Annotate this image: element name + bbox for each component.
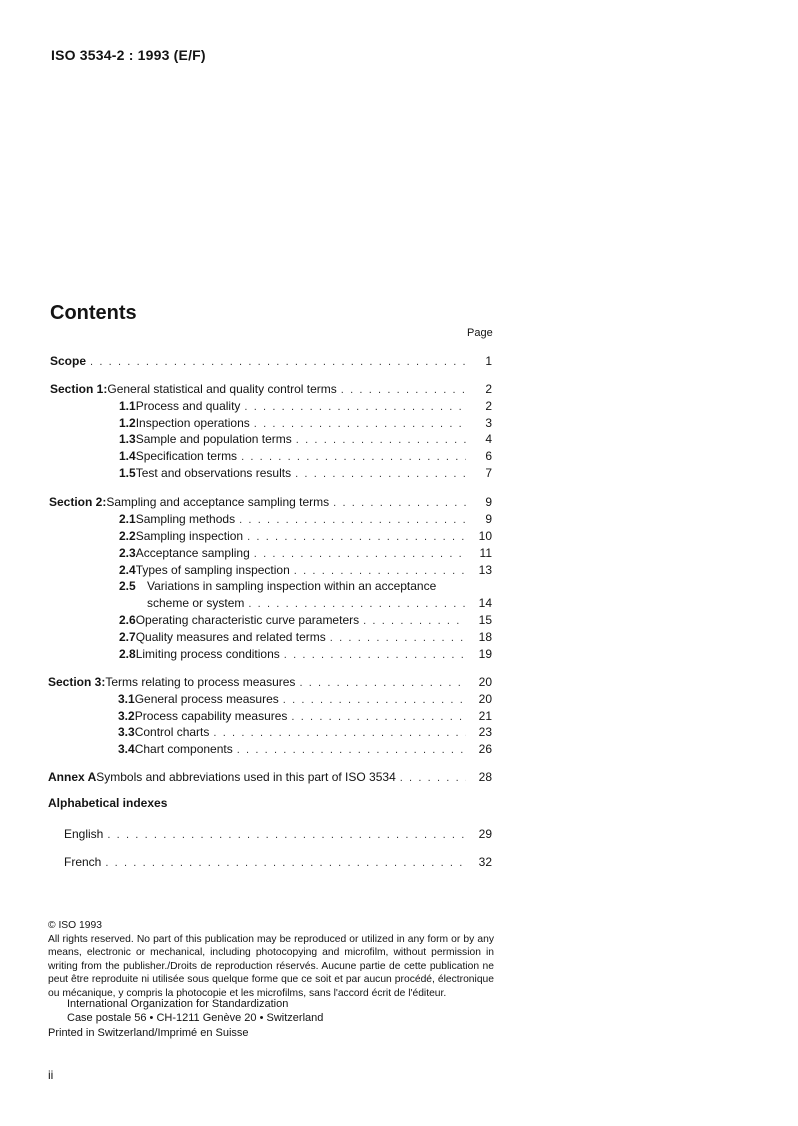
entry-number: 2.2 <box>119 529 136 543</box>
alphabetical-indexes-heading: Alphabetical indexes <box>48 796 168 810</box>
leader-dots <box>291 709 466 725</box>
entry-number: 3.1 <box>118 692 135 706</box>
toc-index-french[interactable] <box>64 854 492 870</box>
document-header: ISO 3534-2 : 1993 (E/F) <box>51 47 206 63</box>
toc-page-number: 32 <box>478 855 492 869</box>
leader-dots <box>283 692 466 708</box>
leader-dots <box>295 466 466 482</box>
entry-title: Sampling inspection <box>135 529 244 543</box>
toc-page-number: 23 <box>478 725 492 739</box>
leader-dots <box>363 613 466 629</box>
leader-dots <box>330 630 466 646</box>
toc-entry-1-2[interactable] <box>119 415 492 431</box>
toc-page-number: 1 <box>485 354 492 368</box>
org-name: International Organization for Standardization <box>67 998 289 1010</box>
section-title: General statistical and quality control terms <box>107 382 337 396</box>
entry-title: Sample and population terms <box>135 432 292 446</box>
toc-page-number: 3 <box>485 416 492 430</box>
toc-entry-2-3[interactable] <box>119 545 492 561</box>
toc-entry-1-5[interactable] <box>119 465 492 481</box>
entry-title: Acceptance sampling <box>135 546 250 560</box>
leader-dots <box>341 382 466 398</box>
toc-page-number: 2 <box>485 399 492 413</box>
publisher-block <box>67 997 323 1025</box>
page-title: Contents <box>50 302 137 324</box>
toc-entry-2-8[interactable] <box>119 646 492 662</box>
toc-page-number: 20 <box>478 675 492 689</box>
toc-entry-2-6[interactable] <box>119 612 492 628</box>
copyright-line: © ISO 1993 <box>48 920 102 931</box>
entry-title-continued: scheme or system <box>147 596 245 610</box>
leader-dots <box>90 354 466 370</box>
entry-title: Types of sampling inspection <box>135 563 290 577</box>
toc-page-number: 9 <box>485 512 492 526</box>
toc-page-number: 6 <box>485 449 492 463</box>
page-number: ii <box>48 1068 54 1082</box>
toc-index-english[interactable] <box>64 826 492 842</box>
toc-entry-2-5[interactable] <box>119 578 492 594</box>
toc-page-number: 4 <box>485 432 492 446</box>
leader-dots <box>254 546 466 562</box>
leader-dots <box>247 529 466 545</box>
entry-number: 2.7 <box>119 630 136 644</box>
entry-title: Operating characteristic curve parameters <box>135 613 360 627</box>
toc-entry-2-5-continued[interactable] <box>147 595 492 611</box>
leader-dots <box>333 495 466 511</box>
legal-notice <box>48 919 494 1000</box>
toc-page-number: 13 <box>478 563 492 577</box>
toc-entry-2-2[interactable] <box>119 528 492 544</box>
toc-entry-scope[interactable] <box>50 353 492 369</box>
index-label: English <box>64 827 104 841</box>
leader-dots <box>254 416 466 432</box>
toc-page-number: 2 <box>485 382 492 396</box>
toc-page-number: 15 <box>478 613 492 627</box>
toc-page-number: 18 <box>478 630 492 644</box>
entry-number: 2.1 <box>119 512 136 526</box>
leader-dots <box>107 827 466 843</box>
entry-title: Specification terms <box>135 449 238 463</box>
leader-dots <box>400 770 466 786</box>
entry-title: General process measures <box>134 692 279 706</box>
entry-number: 1.5 <box>119 466 136 480</box>
toc-entry-label: Scope <box>50 354 87 368</box>
section-title: Sampling and acceptance sampling terms <box>106 495 330 509</box>
toc-entry-1-3[interactable] <box>119 431 492 447</box>
toc-entry-2-7[interactable] <box>119 629 492 645</box>
leader-dots <box>213 725 466 741</box>
toc-page-number: 7 <box>485 466 492 480</box>
entry-number: 1.4 <box>119 449 136 463</box>
leader-dots <box>237 742 466 758</box>
toc-entry-3-2[interactable] <box>118 708 492 724</box>
toc-entry-1-4[interactable] <box>119 448 492 464</box>
leader-dots <box>105 855 466 871</box>
toc-page-number: 20 <box>478 692 492 706</box>
entry-title: Limiting process conditions <box>135 647 280 661</box>
entry-title: Test and observations results <box>135 466 292 480</box>
leader-dots <box>294 563 466 579</box>
entry-number: 1.2 <box>119 416 136 430</box>
entry-title: Variations in sampling inspection within an acceptance <box>147 579 437 593</box>
toc-page-number: 29 <box>478 827 492 841</box>
toc-entry-2-1[interactable] <box>119 511 492 527</box>
entry-number: 2.4 <box>119 563 136 577</box>
toc-entry-3-1[interactable] <box>118 691 492 707</box>
entry-title: Quality measures and related terms <box>135 630 326 644</box>
entry-number: 3.4 <box>118 742 135 756</box>
org-address: Case postale 56 • CH-1211 Genève 20 • Switzerland <box>67 1012 324 1024</box>
toc-entry-3-4[interactable] <box>118 741 492 757</box>
leader-dots <box>239 512 466 528</box>
toc-page-number: 14 <box>478 596 492 610</box>
page-column-label: Page <box>467 327 493 339</box>
entry-number: 2.3 <box>119 546 136 560</box>
section-label: Section 2: <box>49 495 107 509</box>
toc-page-number: 26 <box>478 742 492 756</box>
toc-entry-1-1[interactable] <box>119 398 492 414</box>
toc-section-2[interactable] <box>49 494 492 510</box>
toc-section-3[interactable] <box>48 674 492 690</box>
entry-title: Control charts <box>134 725 210 739</box>
toc-entry-2-4[interactable] <box>119 562 492 578</box>
entry-number: 2.6 <box>119 613 136 627</box>
entry-number: 1.1 <box>119 399 136 413</box>
entry-title: Sampling methods <box>135 512 236 526</box>
section-title: Terms relating to process measures <box>105 675 296 689</box>
entry-number: 3.2 <box>118 709 135 723</box>
entry-title: Inspection operations <box>135 416 250 430</box>
toc-page-number: 21 <box>478 709 492 723</box>
toc-page-number: 11 <box>479 546 492 560</box>
leader-dots <box>296 432 466 448</box>
leader-dots <box>248 596 466 612</box>
leader-dots <box>241 449 466 465</box>
leader-dots <box>284 647 466 663</box>
printed-in: Printed in Switzerland/Imprimé en Suisse <box>48 1027 249 1039</box>
leader-dots <box>299 675 466 691</box>
entry-number: 1.3 <box>119 432 136 446</box>
section-label: Section 1: <box>50 382 108 396</box>
entry-number: 2.8 <box>119 647 136 661</box>
entry-number: 2.5 <box>119 579 136 593</box>
toc-page-number: 10 <box>478 529 492 543</box>
toc-page-number: 9 <box>485 495 492 509</box>
toc-page-number: 28 <box>478 770 492 784</box>
entry-title: Process and quality <box>135 399 241 413</box>
rights-notice: All rights reserved. No part of this publication may be reproduced or utilized in any form or by any means, electronic or mechanical, including photocopying and microfilm, without permission in writing from the publisher./Droits de reproduction réservés. Aucune partie de cette publication ne peut être reproduite ni utilisée sous quelque forme que ce soit et par aucun procédé, électronique ou mécanique, y compris la photocopie et les microfilms, sans l'accord écrit de l'éditeur. <box>48 933 494 999</box>
entry-title: Process capability measures <box>134 709 288 723</box>
toc-entry-3-3[interactable] <box>118 724 492 740</box>
section-label: Section 3: <box>48 675 106 689</box>
index-label: French <box>64 855 102 869</box>
leader-dots <box>244 399 466 415</box>
toc-section-1[interactable] <box>50 381 492 397</box>
toc-annex-a[interactable] <box>48 769 492 785</box>
toc-page-number: 19 <box>478 647 492 661</box>
entry-number: 3.3 <box>118 725 135 739</box>
annex-label: Annex A <box>48 770 97 784</box>
annex-title: Symbols and abbreviations used in this part of ISO 3534 <box>96 770 396 784</box>
entry-title: Chart components <box>134 742 233 756</box>
